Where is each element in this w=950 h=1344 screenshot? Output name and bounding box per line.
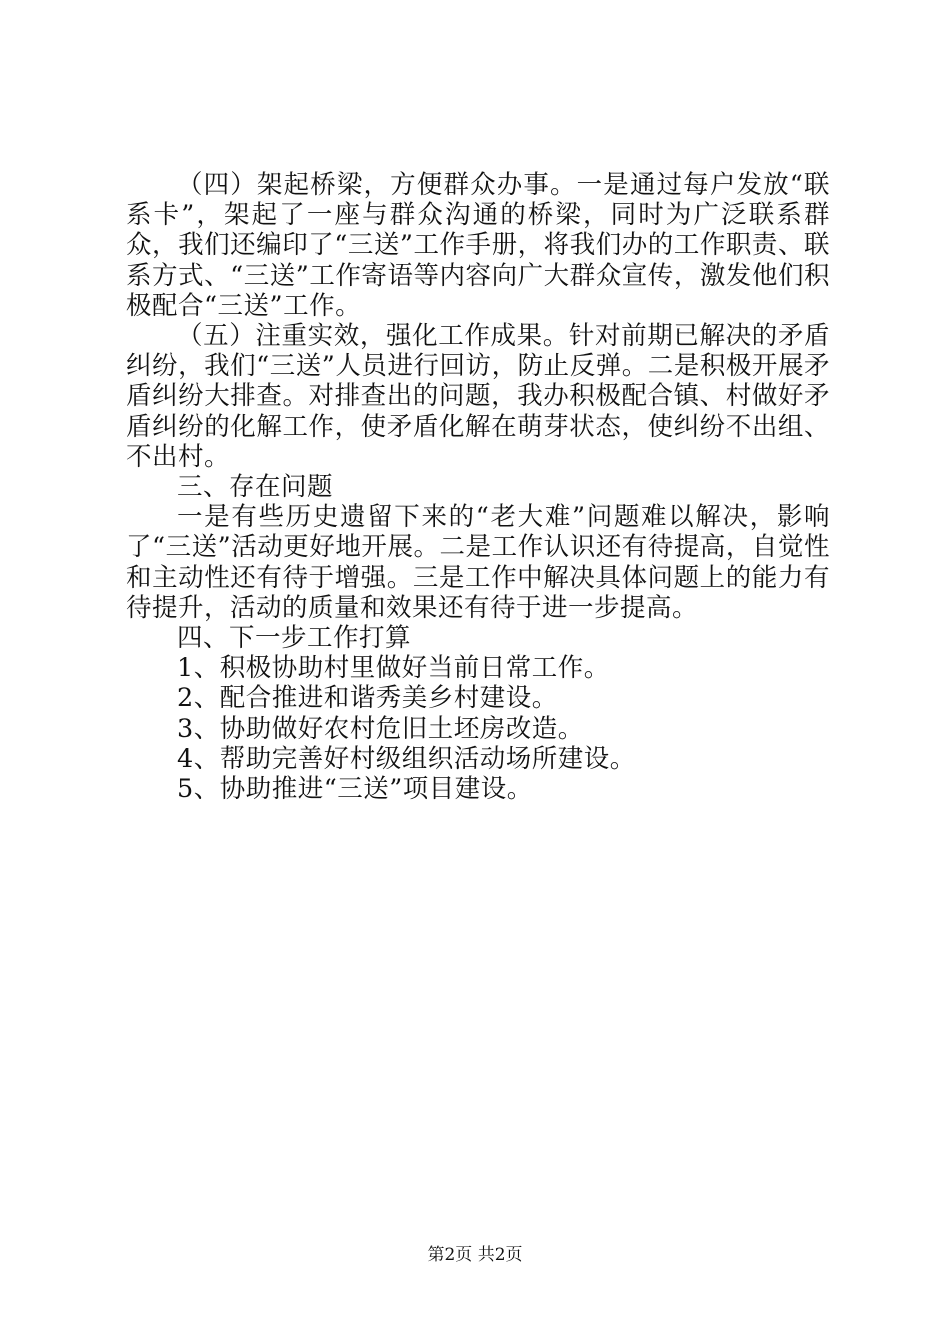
heading-existing-problems: 三、存在问题: [177, 472, 334, 503]
list-item-5: 5、协助推进“三送”项目建设。: [177, 774, 533, 805]
paragraph-section-5: （五）注重实效，强化工作成果。针对前期已解决的矛盾纠纷，我们“三送”人员进行回访，防止反弹。二是积极开展矛盾纠纷大排查。对排查出的问题，我办积极配合镇、村做好矛盾纠纷的化解工作，使矛盾化解在萌芽状态，使纠纷不出组、不出村。: [126, 321, 830, 472]
heading-next-steps: 四、下一步工作打算: [177, 623, 412, 654]
paragraph-section-4: （四）架起桥梁，方便群众办事。一是通过每户发放“联系卡”，架起了一座与群众沟通的桥梁，同时为广泛联系群众，我们还编印了“三送”工作手册，将我们办的工作职责、联系方式、“三送”工作寄语等内容向广大群众宣传，激发他们积极配合“三送”工作。: [126, 170, 830, 321]
list-item-3: 3、协助做好农村危旧土坯房改造。: [177, 713, 584, 744]
list-item-4: 4、帮助完善好村级组织活动场所建设。: [177, 743, 636, 774]
paragraph-problems: 一是有些历史遗留下来的“老大难”问题难以解决，影响了“三送”活动更好地开展。二是工作认识还有待提高，自觉性和主动性还有待于增强。三是工作中解决具体问题上的能力有待提升，活动的质量和效果还有待于进一步提高。: [126, 502, 830, 623]
list-item-1: 1、积极协助村里做好当前日常工作。: [177, 653, 610, 684]
document-body: [126, 170, 830, 804]
page-footer: 第2页 共2页: [427, 1245, 523, 1265]
list-item-2: 2、配合推进和谐秀美乡村建设。: [177, 683, 558, 714]
